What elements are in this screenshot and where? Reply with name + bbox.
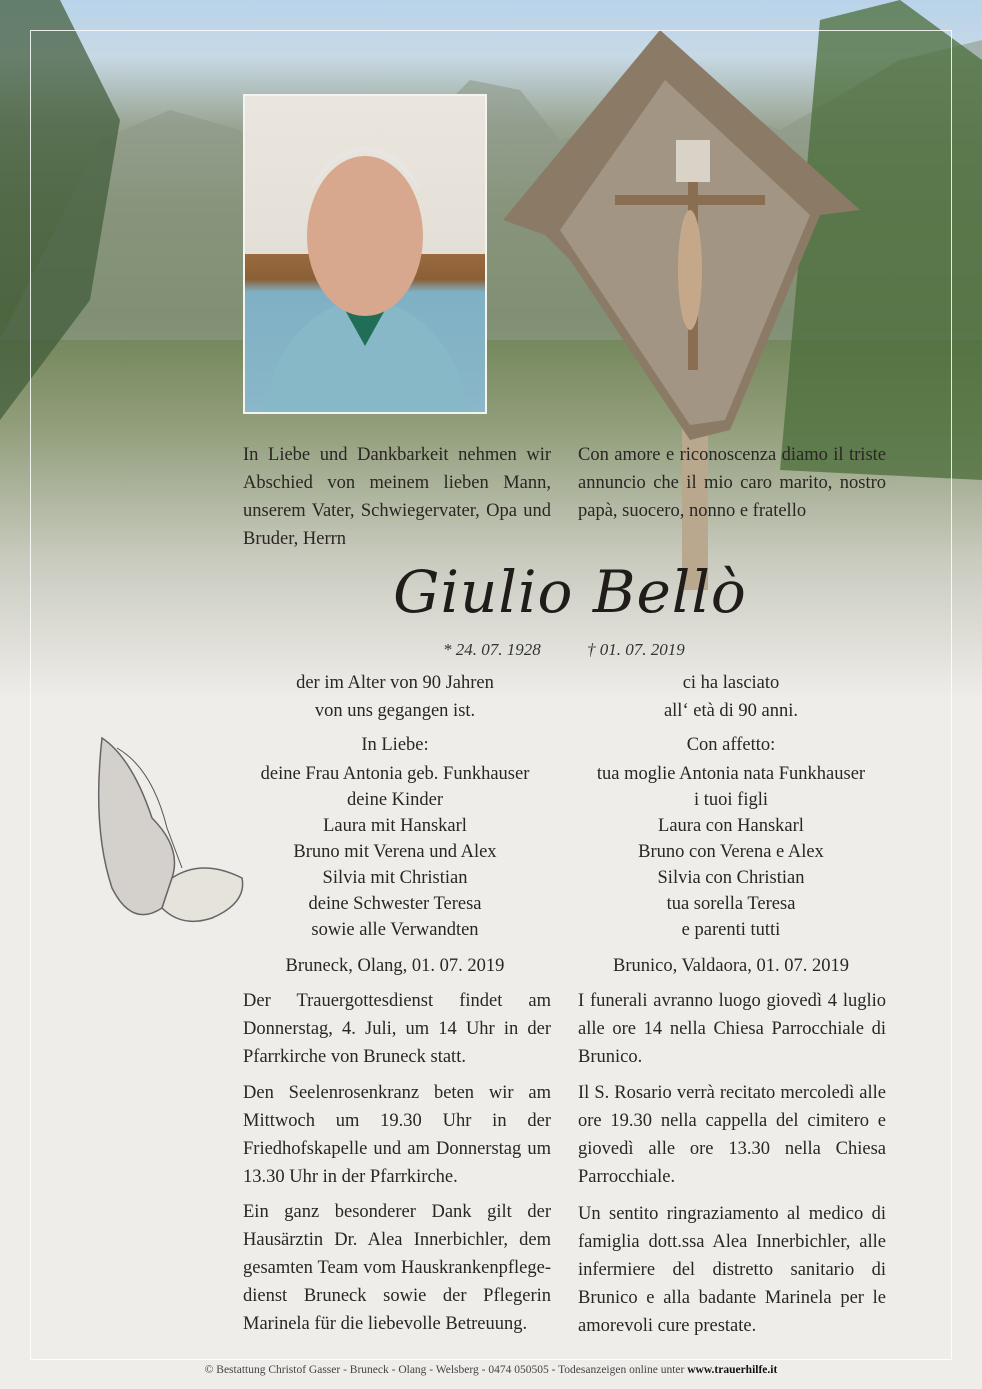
footer-link[interactable]: www.trauerhilfe.it <box>687 1364 778 1376</box>
greeting: In Liebe: <box>361 735 429 755</box>
family-member: deine Schwester Teresa <box>308 894 482 914</box>
praying-hands-illustration <box>72 728 252 958</box>
family-member: Silvia mit Christian <box>322 868 468 888</box>
paragraph-rosary: Il S. Rosario verrà recitato mercoledì alle ore 19.30 nella cappella del cimitero e giovedì alle ore 13.30 nella Chiesa Parrocchiale. <box>578 1083 886 1187</box>
family-member: deine Frau Antonia geb. Funkhauser <box>260 764 530 784</box>
family-member: Bruno con Verena e Alex <box>638 842 824 862</box>
age-line: ci ha lasciato <box>682 673 780 693</box>
family-member: sowie alle Verwandten <box>311 920 479 940</box>
intro-italian: Con amore e riconoscenza diamo il triste annuncio che il mio caro marito, nostro papà, suocero, nonno e fratello <box>578 445 886 521</box>
footer-text: © Bestattung Christof Gasser - Bruneck - Olang - Welsberg - 0474 050505 - Todesanzeigen online unter <box>204 1364 688 1376</box>
paragraph-rosary: Den Seelenrosenkranz beten wir am Mittwoch um 19.30 Uhr in der Friedhofskapelle und am Donnerstag um 13.30 Uhr in der Pfarrkirche. <box>243 1083 551 1187</box>
place-date: Bruneck, Olang, 01. 07. 2019 <box>285 956 505 976</box>
greeting: Con affetto: <box>686 735 776 755</box>
family-member: Bruno mit Verena und Alex <box>293 842 497 862</box>
family-member: e parenti tutti <box>681 920 781 940</box>
family-member: tua sorella Teresa <box>666 894 796 914</box>
age-line: von uns gegangen ist. <box>314 701 476 721</box>
footer <box>0 1364 982 1376</box>
family-member: Laura mit Hanskarl <box>323 816 467 836</box>
family-member: Silvia con Christian <box>657 868 805 888</box>
portrait-photo <box>243 94 487 414</box>
place-date: Brunico, Valdaora, 01. 07. 2019 <box>612 956 849 976</box>
death-date: † 01. 07. 2019 <box>587 640 685 659</box>
paragraph-funeral: Der Trauergottesdienst findet am Donnerstag, 4. Juli, um 14 Uhr in der Pfarrkirche von Bruneck statt. <box>243 991 551 1067</box>
family-member: deine Kinder <box>346 790 444 810</box>
age-line: all‘ età di 90 anni. <box>663 701 799 721</box>
age-line: der im Alter von 90 Jahren <box>296 673 494 693</box>
intro-german: In Liebe und Dankbarkeit nehmen wir Abschied von meinem lieben Mann, unserem Vater, Schwiegervater, Opa und Bruder, Herrn <box>243 445 551 549</box>
family-member: Laura con Hanskarl <box>658 816 804 836</box>
birth-date: * 24. 07. 1928 <box>443 640 541 659</box>
family-member: i tuoi figli <box>694 790 768 810</box>
paragraph-funeral: I funerali avranno luogo giovedì 4 luglio alle ore 14 nella Chiesa Parrocchiale di Brunico. <box>578 991 886 1067</box>
paragraph-thanks: Ein ganz besonderer Dank gilt der Hausärztin Dr. Alea Innerbichler, dem gesamten Team vom Hauskrankenpflege-dienst Bruneck sowie der Pflegerin Marinela für die liebevolle Betreuung. <box>243 1202 551 1334</box>
family-member: tua moglie Antonia nata Funkhauser <box>596 764 866 784</box>
paragraph-thanks: Un sentito ringraziamento al medico di famiglia dott.ssa Alea Innerbichler, alle infermiere del distretto sanitario di Brunico e alla badante Marinela per le amorevoli cure prestate. <box>578 1204 886 1336</box>
deceased-name: Giulio Bellò <box>393 558 747 626</box>
